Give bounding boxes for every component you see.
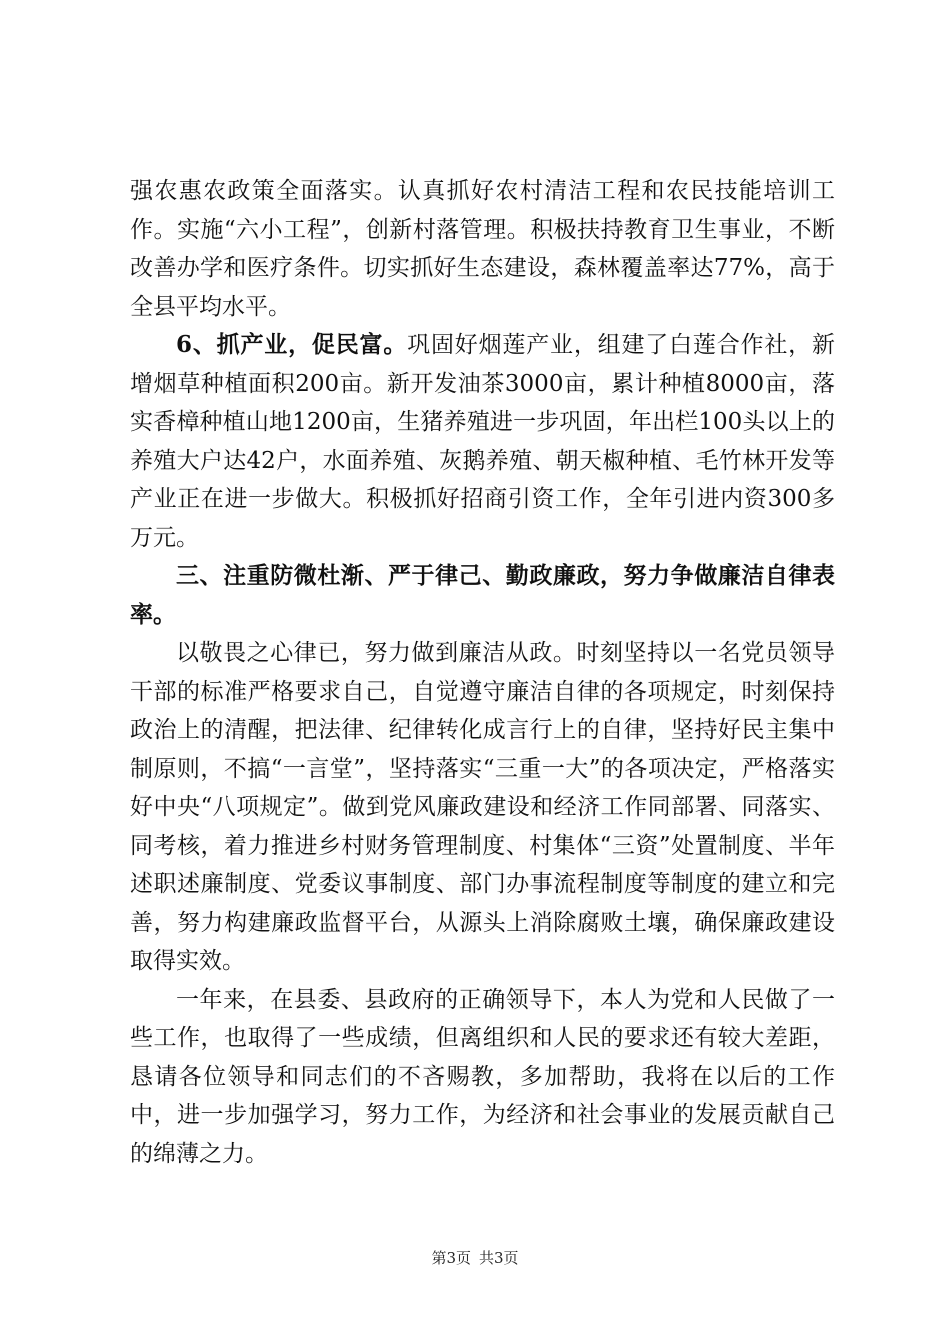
page-number: 第3页 bbox=[431, 1249, 471, 1267]
paragraph-integrity: 以敬畏之心律已，努力做到廉洁从政。时刻坚持以一名党员领导干部的标准严格要求自己，自觉遵守廉洁自律的各项规定，时刻保持政治上的清醒，把法律、纪律转化成言行上的自律，坚持好民主集中制原则，不搞“一言堂”，坚持落实“三重一大”的各项决定，严格落实好中央“八项规定”。做到党风廉政建设和经济工作同部署、同落实、同考核，着力推进乡村财务管理制度、村集体“三资”处置制度、半年述职述廉制度、党委议事制度、部门办事流程制度等制度的建立和完善，努力构建廉政监督平台，从源头上消除腐败土壤，确保廉政建设取得实效。 bbox=[130, 640, 835, 974]
paragraph-industry-body: 巩固好烟莲产业，组建了白莲合作社，新增烟草种植面积200亩。新开发油茶3000亩，累计种植8000亩，落实香樟种植山地1200亩，生猪养殖进一步巩固，年出栏100头以上的养殖大户达42户，水面养殖、灰鹅养殖、朝天椒种植、毛竹林开发等产业正在进一步做大。积极抓好招商引资工作，全年引进内资300多万元。 bbox=[130, 332, 835, 551]
paragraph-conclusion: 一年来，在县委、县政府的正确领导下，本人为党和人民做了一些工作，也取得了一些成绩，但离组织和人民的要求还有较大差距，恳请各位领导和同志们的不吝赐教，多加帮助，我将在以后的工作中，进一步加强学习，努力工作，为经济和社会事业的发展贡献自己的绵薄之力。 bbox=[130, 986, 835, 1167]
page-footer bbox=[0, 1248, 950, 1268]
paragraph-industry-heading: 6、抓产业，促民富。 bbox=[176, 331, 408, 358]
paragraph-industry bbox=[130, 326, 835, 557]
document-body bbox=[130, 172, 835, 1173]
page-total: 共3页 bbox=[479, 1249, 519, 1267]
section-three-heading: 三、注重防微杜渐、严于律己、勤政廉政，努力争做廉洁自律表率。 bbox=[130, 562, 835, 628]
paragraph-policy-implementation: 强农惠农政策全面落实。认真抓好农村清洁工程和农民技能培训工作。实施“六小工程”，创新村落管理。积极扶持教育卫生事业，不断改善办学和医疗条件。切实抓好生态建设，森林覆盖率达77%，高于全县平均水平。 bbox=[130, 178, 835, 320]
